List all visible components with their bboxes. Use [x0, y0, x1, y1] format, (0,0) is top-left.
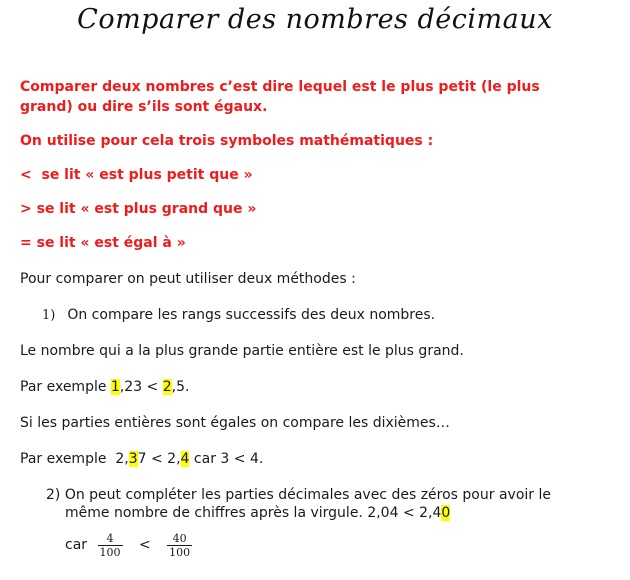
symbols-intro: On utilise pour cela trois symboles mathématiques :	[20, 133, 434, 149]
symbol-equal	[20, 234, 186, 252]
fraction-numerator: 4	[98, 532, 123, 546]
highlighted-digit: 2	[162, 379, 172, 395]
method-1-text: On compare les rangs successifs des deux nombres.	[67, 307, 436, 323]
list-marker: 1)	[42, 308, 56, 323]
fraction-comparison	[65, 530, 198, 560]
symbol-sign: =	[20, 235, 32, 251]
method-2-line-1: 2) On peut compléter les parties décimales avec des zéros pour avoir le	[46, 487, 551, 503]
example-text: car 3 < 4.	[189, 451, 264, 467]
fraction-numerator: 40	[167, 532, 192, 546]
intro-line-2: grand) ou dire s’ils sont égaux.	[20, 99, 268, 115]
example-1	[20, 378, 189, 396]
example-text: ,23 <	[119, 379, 163, 395]
example-text: ,5.	[171, 379, 190, 395]
compare-sign: <	[138, 537, 151, 553]
symbol-greater-than	[20, 200, 256, 218]
fraction-denominator: 100	[99, 545, 121, 559]
intro-line-1: Comparer deux nombres c’est dire lequel est le plus petit (le plus	[20, 79, 540, 95]
symbol-text: se lit « est plus grand que »	[31, 201, 257, 217]
page-title: Comparer des nombres décimaux	[77, 4, 553, 35]
fraction-40-over-100	[167, 532, 192, 559]
fraction-4-over-100	[98, 532, 123, 559]
fraction-denominator: 100	[169, 545, 191, 559]
highlighted-digit: 0	[441, 505, 451, 521]
symbol-less-than	[20, 166, 253, 184]
highlighted-digit: 4	[180, 451, 190, 467]
highlighted-digit: 3	[128, 451, 138, 467]
rule-integer-part: Le nombre qui a la plus grande partie entière est le plus grand.	[20, 343, 464, 359]
car-label: car	[65, 537, 88, 553]
example-prefix: Par exemple	[20, 379, 111, 395]
symbol-text: se lit « est plus petit que »	[31, 167, 253, 183]
method-1-heading	[42, 306, 435, 325]
symbol-sign: >	[20, 201, 32, 217]
method-2-text: même nombre de chiffres après la virgule. 2,04 < 2,4	[65, 505, 442, 521]
rule-tenths: Si les parties entières sont égales on compare les dixièmes…	[20, 415, 450, 431]
highlighted-digit: 1	[110, 379, 120, 395]
example-prefix: Par exemple 2,	[20, 451, 129, 467]
example-2	[20, 450, 263, 468]
method-2-line-2	[65, 504, 450, 522]
symbol-sign: <	[20, 167, 32, 183]
methods-intro: Pour comparer on peut utiliser deux méthodes :	[20, 271, 356, 287]
example-text: 7 < 2,	[137, 451, 181, 467]
symbol-text: se lit « est égal à »	[31, 235, 186, 251]
